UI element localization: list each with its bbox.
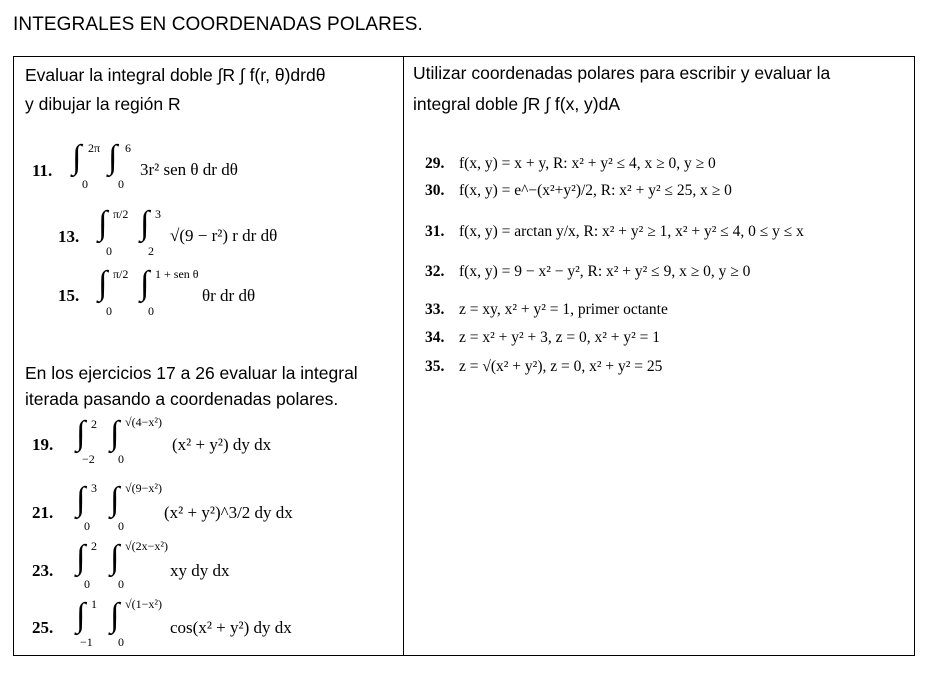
exercise-text: f(x, y) = arctan y/x, R: x² + y² ≥ 1, x² + y² ≤ 4, 0 ≤ y ≤ x xyxy=(459,223,804,240)
subheading-line1: En los ejercicios 17 a 26 evaluar la integral xyxy=(25,363,358,383)
upper-limit-outer: 1 xyxy=(91,597,97,611)
integral-sign-inner: ∫ xyxy=(110,597,120,634)
exercise-text: f(x, y) = 9 − x² − y², R: x² + y² ≤ 9, x ≥ 0, y ≥ 0 xyxy=(459,263,751,280)
lower-limit-inner: 0 xyxy=(118,635,124,649)
exercise-number: 15. xyxy=(58,286,80,305)
lower-limit-inner: 0 xyxy=(118,452,124,466)
upper-limit-inner: √(2x−x²) xyxy=(125,539,168,553)
exercise-number: 32. xyxy=(425,263,445,280)
page-title: INTEGRALES EN COORDENADAS POLARES. xyxy=(13,14,423,35)
lower-limit-outer: −1 xyxy=(80,635,93,649)
exercise-number: 21. xyxy=(32,503,54,522)
upper-limit-inner: √(4−x²) xyxy=(125,415,162,429)
integral-sign-outer: ∫ xyxy=(76,539,86,576)
lower-limit-outer: 0 xyxy=(106,304,112,318)
integral-sign-outer: ∫ xyxy=(98,265,108,302)
integral-sign-outer: ∫ xyxy=(98,205,108,242)
exercise-number: 13. xyxy=(58,227,80,246)
exercise-text: f(x, y) = e^−(x²+y²)/2, R: x² + y² ≤ 25, x ≥ 0 xyxy=(459,182,732,199)
exercise-number: 31. xyxy=(425,223,445,240)
lower-limit-inner: 0 xyxy=(118,177,124,191)
upper-limit-outer: 2 xyxy=(91,417,97,431)
integrand: (x² + y²) dy dx xyxy=(172,435,272,454)
lower-limit-inner: 0 xyxy=(118,577,124,591)
exercise-text: f(x, y) = x + y, R: x² + y² ≤ 4, x ≥ 0, y ≥ 0 xyxy=(459,155,716,172)
integrand: (x² + y²)^3/2 dy dx xyxy=(164,503,293,522)
lower-limit-outer: −2 xyxy=(82,452,95,466)
integral-sign-outer: ∫ xyxy=(76,415,86,452)
integrand: 3r² sen θ dr dθ xyxy=(140,160,238,179)
integral-sign-inner: ∫ xyxy=(108,139,118,176)
exercise-text: z = x² + y² + 3, z = 0, x² + y² = 1 xyxy=(459,329,661,346)
upper-limit-outer: π/2 xyxy=(113,267,129,281)
left-heading-line2: y dibujar la región R xyxy=(25,94,181,114)
exercise-number: 29. xyxy=(425,155,445,172)
lower-limit-inner: 0 xyxy=(118,519,124,533)
lower-limit-inner: 2 xyxy=(148,244,154,258)
exercise-number: 11. xyxy=(32,161,53,180)
lower-limit-outer: 0 xyxy=(106,244,112,258)
upper-limit-outer: π/2 xyxy=(113,207,129,221)
upper-limit-inner: 6 xyxy=(125,141,131,155)
subheading-line2: iterada pasando a coordenadas polares. xyxy=(25,389,339,409)
integrand: cos(x² + y²) dy dx xyxy=(170,618,292,637)
lower-limit-outer: 0 xyxy=(82,177,88,191)
integrand: xy dy dx xyxy=(170,561,230,580)
upper-limit-outer: 3 xyxy=(91,481,97,495)
exercise-text: z = √(x² + y²), z = 0, x² + y² = 25 xyxy=(459,358,663,375)
exercise-number: 30. xyxy=(425,182,445,199)
upper-limit-outer: 2 xyxy=(91,539,97,553)
integral-sign-inner: ∫ xyxy=(110,415,120,452)
upper-limit-outer: 2π xyxy=(88,141,101,155)
exercise-table xyxy=(13,56,915,656)
right-heading-line2: integral doble ∫R ∫ f(x, y)dA xyxy=(413,94,621,114)
lower-limit-inner: 0 xyxy=(148,304,154,318)
upper-limit-inner: √(1−x²) xyxy=(125,597,162,611)
upper-limit-inner: √(9−x²) xyxy=(125,481,162,495)
exercise-number: 33. xyxy=(425,301,445,318)
lower-limit-outer: 0 xyxy=(84,577,90,591)
exercise-number: 34. xyxy=(425,329,445,346)
lower-limit-outer: 0 xyxy=(84,519,90,533)
integral-sign-inner: ∫ xyxy=(110,539,120,576)
integral-sign-outer: ∫ xyxy=(72,139,82,176)
left-heading-line1: Evaluar la integral doble ∫R ∫ f(r, θ)drdθ xyxy=(25,65,326,85)
upper-limit-inner: 1 + sen θ xyxy=(155,267,199,281)
integrand: √(9 − r²) r dr dθ xyxy=(170,226,278,245)
exercise-text: z = xy, x² + y² = 1, primer octante xyxy=(459,301,668,318)
integral-sign-inner: ∫ xyxy=(140,265,150,302)
exercise-number: 23. xyxy=(32,561,54,580)
integrand: θr dr dθ xyxy=(202,286,256,305)
exercise-number: 35. xyxy=(425,358,445,375)
integral-sign-inner: ∫ xyxy=(110,481,120,518)
exercise-number: 25. xyxy=(32,618,54,637)
column-divider xyxy=(403,57,404,655)
integral-sign-outer: ∫ xyxy=(76,481,86,518)
right-heading-line1: Utilizar coordenadas polares para escribir y evaluar la xyxy=(413,63,831,83)
integral-sign-inner: ∫ xyxy=(140,205,150,242)
upper-limit-inner: 3 xyxy=(155,207,161,221)
integral-sign-outer: ∫ xyxy=(76,597,86,634)
exercise-number: 19. xyxy=(32,435,54,454)
